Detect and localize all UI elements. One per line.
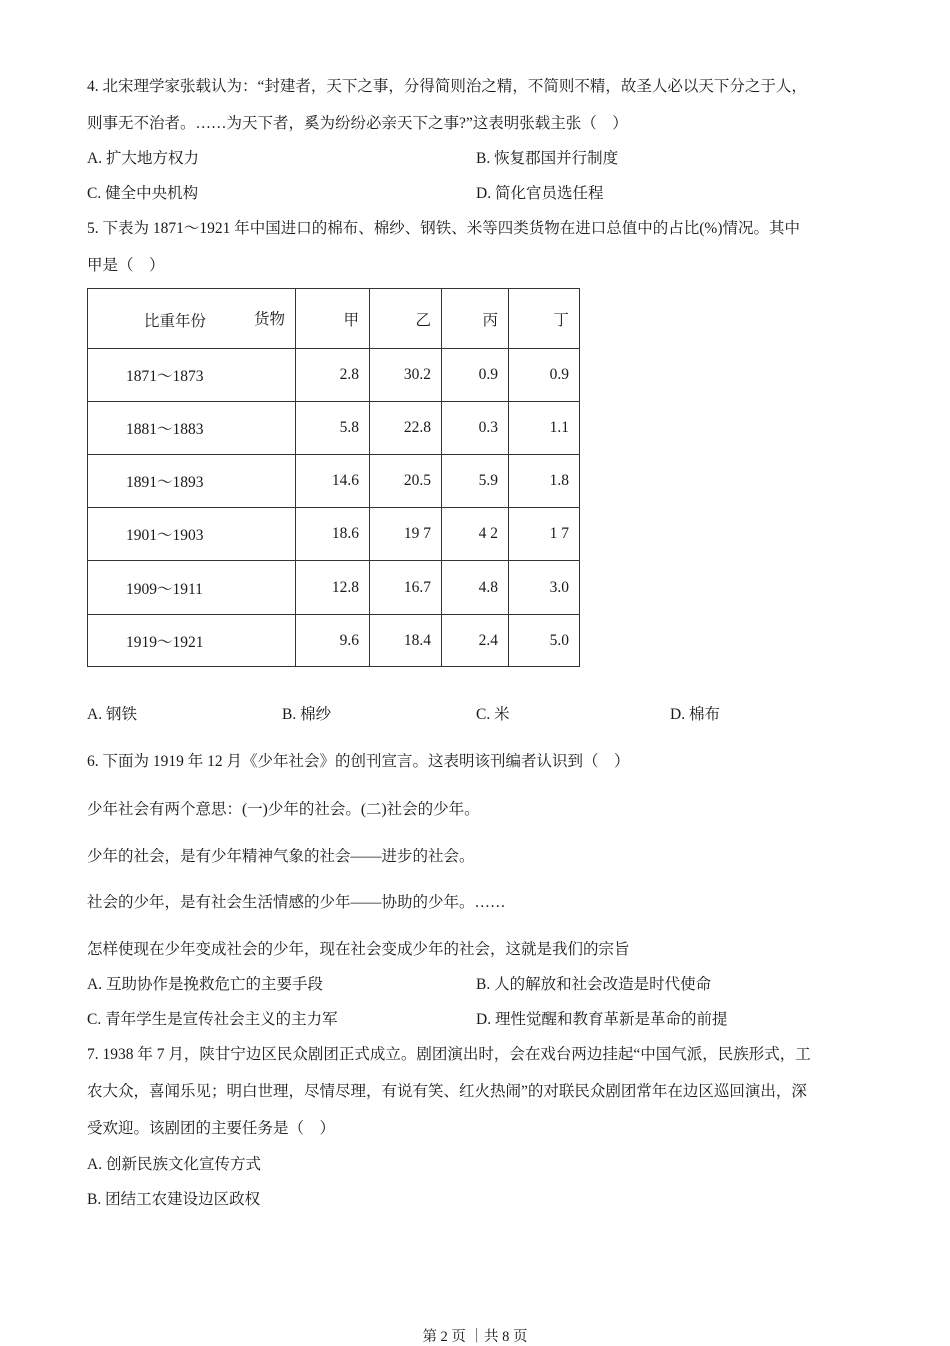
cell-value: 0.9: [442, 349, 509, 402]
cell-value: 22.8: [370, 402, 442, 455]
column-header: 甲: [296, 289, 370, 349]
q4-option-c[interactable]: C. 健全中央机构: [87, 185, 199, 202]
q6-option-b[interactable]: B. 人的解放和社会改造是时代使命: [476, 976, 712, 993]
q5-option-c[interactable]: C. 米: [476, 706, 510, 723]
column-header: 乙: [370, 289, 442, 349]
table-row: [88, 508, 580, 561]
q6-option-d[interactable]: D. 理性觉醒和教育革新是革命的前提: [476, 1011, 728, 1028]
table-row: [88, 455, 580, 508]
cell-value: 0.9: [509, 349, 580, 402]
q6-stem: 6. 下面为 1919 年 12 月《少年社会》的创刊宣言。这表明该刊编者认识到（ ）: [87, 753, 630, 770]
q5-stem-line1: 5. 下表为 1871～1921 年中国进口的棉布、棉纱、钢铁、米等四类货物在进口总值中的占比(%)情况。其中: [87, 220, 800, 237]
cell-value: 9.6: [296, 615, 370, 667]
table-row: [88, 402, 580, 455]
q7-stem-line3: 受欢迎。该剧团的主要任务是（ ）: [87, 1120, 336, 1137]
q4-option-a[interactable]: A. 扩大地方权力: [87, 150, 199, 167]
q6-quote-line: 少年社会有两个意思：(一)少年的社会。(二)社会的少年。: [87, 801, 480, 818]
table-header-row: [88, 289, 580, 349]
cell-value: 2.8: [296, 349, 370, 402]
q6-quote-line: 少年的社会，是有少年精神气象的社会——进步的社会。: [87, 848, 475, 865]
q4-stem-line2: 则事无不治者。……为天下者，奚为纷纷必亲天下之事?”这表明张载主张（ ）: [87, 115, 628, 132]
row-year: 1919～1921: [88, 615, 296, 667]
cell-value: 19 7: [370, 508, 442, 561]
cell-value: 0.3: [442, 402, 509, 455]
cell-value: 16.7: [370, 561, 442, 615]
cell-value: 4 2: [442, 508, 509, 561]
row-year: 1871～1873: [88, 349, 296, 402]
column-header: 丙: [442, 289, 509, 349]
column-header: 丁: [509, 289, 580, 349]
cell-value: 12.8: [296, 561, 370, 615]
cell-value: 3.0: [509, 561, 580, 615]
table-row: [88, 561, 580, 615]
cell-value: 20.5: [370, 455, 442, 508]
header-goods-label: 货物: [253, 311, 285, 328]
cell-value: 1.1: [509, 402, 580, 455]
table-row: [88, 349, 580, 402]
table-row: [88, 615, 580, 667]
cell-value: 5.0: [509, 615, 580, 667]
q5-option-d[interactable]: D. 棉布: [670, 706, 720, 723]
cell-value: 5.9: [442, 455, 509, 508]
row-year: 1891～1893: [88, 455, 296, 508]
q4-option-d[interactable]: D. 简化官员选任程: [476, 185, 604, 202]
cell-value: 1.8: [509, 455, 580, 508]
cell-value: 2.4: [442, 615, 509, 667]
q7-stem-line1: 7. 1938 年 7 月，陕甘宁边区民众剧团正式成立。剧团演出时，会在戏台两边挂起“中国气派，民族形式，工: [87, 1046, 811, 1063]
q6-option-c[interactable]: C. 青年学生是宣传社会主义的主力军: [87, 1011, 338, 1028]
table-header-diagonal-cell: [88, 289, 296, 349]
q5-stem-line2: 甲是（ ）: [87, 257, 165, 274]
cell-value: 1 7: [509, 508, 580, 561]
row-year: 1909～1911: [88, 561, 296, 615]
page-indicator: 第 2 页 ｜共 8 页: [422, 1329, 528, 1345]
cell-value: 18.4: [370, 615, 442, 667]
row-year: 1881～1883: [88, 402, 296, 455]
q7-stem-line2: 农大众，喜闻乐见；明白世理，尽情尽理，有说有笑、红火热闹”的对联民众剧团常年在边区巡回演出，深: [87, 1083, 807, 1100]
q6-option-a[interactable]: A. 互助协作是挽救危亡的主要手段: [87, 976, 323, 993]
q6-quote-line: 怎样使现在少年变成社会的少年，现在社会变成少年的社会，这就是我们的宗旨: [87, 941, 630, 958]
header-year-label: 比重年份: [144, 313, 207, 330]
cell-value: 4.8: [442, 561, 509, 615]
row-year: 1901～1903: [88, 508, 296, 561]
q4-stem-line1: 4. 北宋理学家张载认为：“封建者，天下之事，分得简则治之精，不简则不精，故圣人必以天下分之于人，: [87, 78, 807, 95]
import-share-table: [87, 288, 580, 667]
cell-value: 5.8: [296, 402, 370, 455]
q6-quote-line: 社会的少年，是有社会生活情感的少年——协助的少年。……: [87, 894, 506, 911]
cell-value: 30.2: [370, 349, 442, 402]
q7-option-a[interactable]: A. 创新民族文化宣传方式: [87, 1156, 261, 1173]
q7-option-b[interactable]: B. 团结工农建设边区政权: [87, 1191, 261, 1208]
q4-option-b[interactable]: B. 恢复郡国并行制度: [476, 150, 619, 167]
q5-option-b[interactable]: B. 棉纱: [282, 706, 332, 723]
cell-value: 14.6: [296, 455, 370, 508]
cell-value: 18.6: [296, 508, 370, 561]
q5-option-a[interactable]: A. 钢铁: [87, 706, 137, 723]
